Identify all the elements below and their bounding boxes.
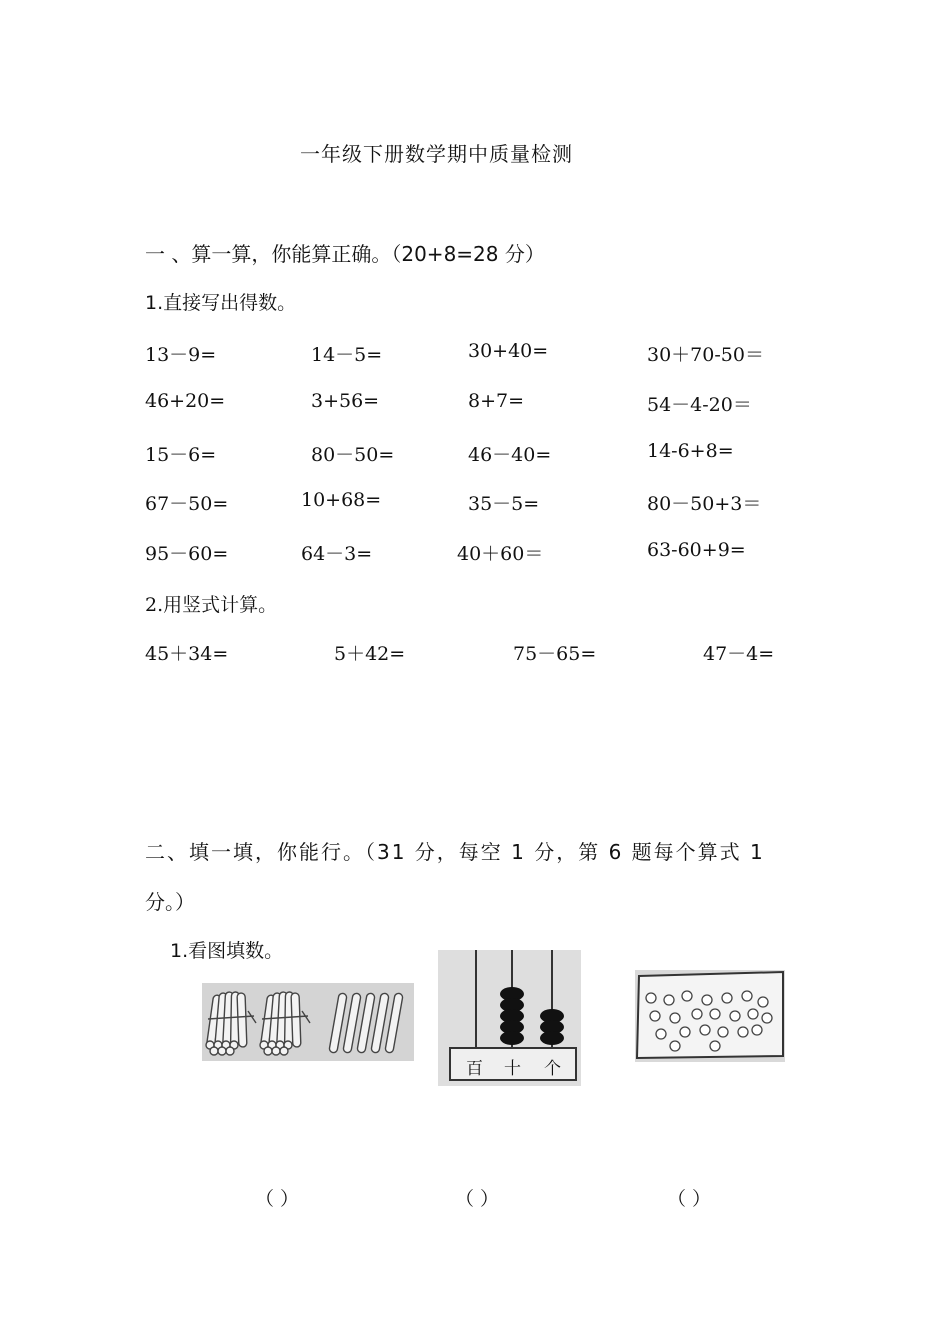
abacus-picture xyxy=(438,950,581,1086)
equation: 3+56= xyxy=(311,390,380,412)
section2-heading: 二、填一填，你能行。（31 分，每空 1 分，第 6 题每个算式 1 xyxy=(145,840,765,864)
equation: 30＋70-50＝ xyxy=(647,344,764,366)
equation: 40＋60＝ xyxy=(457,543,544,565)
q2-label: 2.用竖式计算。 xyxy=(145,594,278,616)
abacus-label-hundreds: 百 xyxy=(466,1059,483,1079)
answer-blank-3[interactable]: （ ） xyxy=(667,1188,712,1210)
equation: 5＋42= xyxy=(334,643,406,665)
dots-icon xyxy=(635,970,785,1062)
equation: 46+20= xyxy=(145,390,226,412)
equation: 67－50= xyxy=(145,493,229,515)
equation: 80－50+3＝ xyxy=(647,493,762,515)
equation: 15－6= xyxy=(145,444,217,466)
equation: 45＋34= xyxy=(145,643,229,665)
equation: 30+40= xyxy=(468,340,549,362)
equation: 63-60+9= xyxy=(647,539,746,561)
equation: 10+68= xyxy=(301,489,382,511)
equation: 14－5= xyxy=(311,344,383,366)
q1-label: 1.直接写出得数。 xyxy=(145,292,297,314)
circles-picture xyxy=(635,970,785,1062)
section2-heading-cont: 分。） xyxy=(145,890,195,914)
section1-heading: 一 、算一算，你能算正确。（20+8=28 分） xyxy=(145,242,545,266)
answer-blank-2[interactable]: （ ） xyxy=(455,1188,500,1210)
equation: 64－3= xyxy=(301,543,373,565)
equation: 75－65= xyxy=(513,643,597,665)
equation: 13－9= xyxy=(145,344,217,366)
page-title: 一年级下册数学期中质量检测 xyxy=(300,142,573,166)
equation: 8+7= xyxy=(468,390,525,412)
equation: 54－4-20＝ xyxy=(647,394,752,416)
sticks-bundle-icon xyxy=(202,983,414,1061)
abacus-label-ones: 个 xyxy=(544,1059,561,1079)
equation: 47－4= xyxy=(703,643,775,665)
equation: 80－50= xyxy=(311,444,395,466)
equation: 46－40= xyxy=(468,444,552,466)
answer-blank-1[interactable]: （ ） xyxy=(255,1188,300,1210)
sticks-picture xyxy=(202,983,414,1061)
equation: 14-6+8= xyxy=(647,440,734,462)
equation: 95－60= xyxy=(145,543,229,565)
equation: 35－5= xyxy=(468,493,540,515)
q1-label: 1.看图填数。 xyxy=(170,940,284,962)
abacus-label-tens: 十 xyxy=(504,1059,521,1079)
